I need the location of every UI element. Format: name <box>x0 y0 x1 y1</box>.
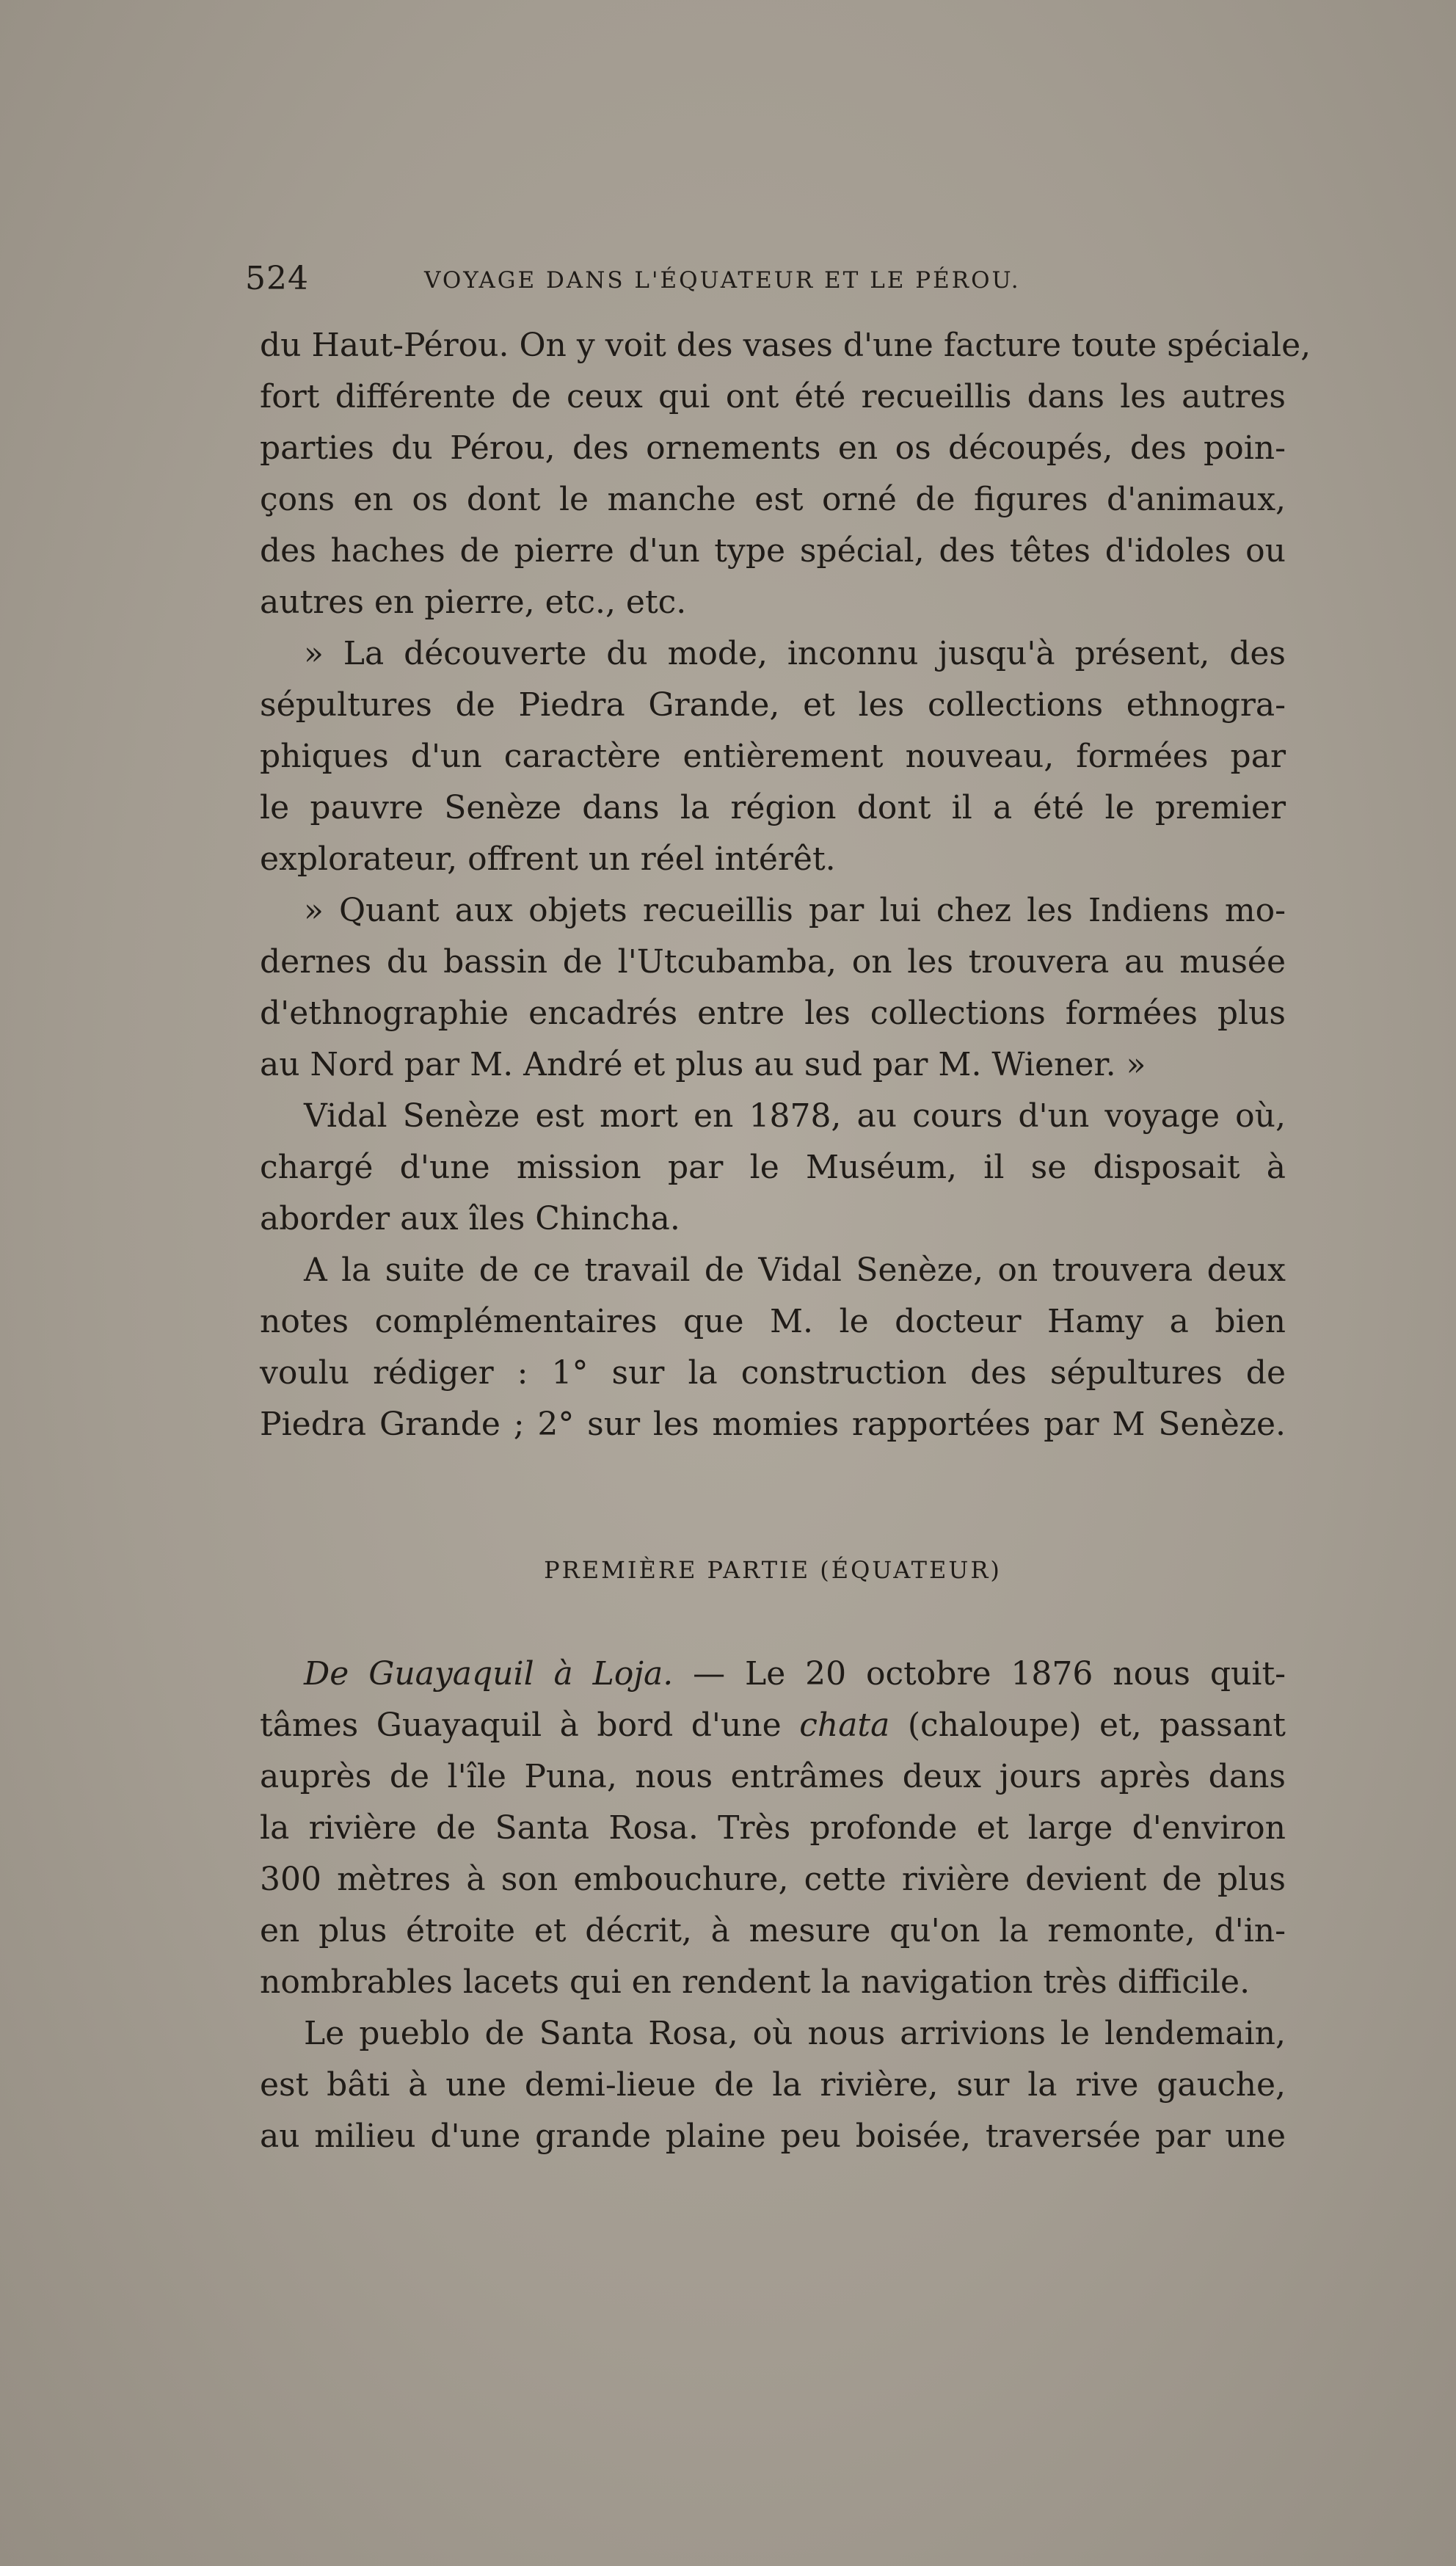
text-line: auprès de l'île Puna, nous entrâmes deux jours après dans <box>260 1758 1286 1795</box>
text-line <box>260 1700 1286 1751</box>
text-line: du Haut-Pérou. On y voit des vases d'une facture toute spéciale, <box>260 327 1311 364</box>
text-line: Piedra Grande ; 2° sur les momies rapportées par M Senèze. <box>260 1406 1286 1443</box>
italic-heading: De Guayaquil à Loja. <box>304 1655 674 1693</box>
text-line: » Quant aux objets recueillis par lui chez les Indiens mo- <box>304 892 1286 929</box>
text-line: Vidal Senèze est mort en 1878, au cours d'un voyage où, <box>304 1097 1286 1135</box>
text-line: le pauvre Senèze dans la région dont il a été le premier <box>260 789 1286 826</box>
text-line: explorateur, offrent un réel intérêt. <box>260 840 836 878</box>
text-line: nombrables lacets qui en rendent la navigation très difficile. <box>260 1963 1251 2001</box>
text-run: — Le 20 octobre 1876 nous quit- <box>673 1655 1286 1693</box>
text-run: (chaloupe) et, passant <box>889 1707 1286 1744</box>
text-line: la rivière de Santa Rosa. Très profonde et large d'environ <box>260 1809 1286 1847</box>
text-line: çons en os dont le manche est orné de figures d'animaux, <box>260 481 1286 518</box>
text-line: fort différente de ceux qui ont été recueillis dans les autres <box>260 378 1286 415</box>
text-line: parties du Pérou, des ornements en os découpés, des poin- <box>260 429 1286 467</box>
text-line: d'ethnographie encadrés entre les collections formées plus <box>260 995 1286 1032</box>
text-line: » La découverte du mode, inconnu jusqu'à présent, des <box>304 635 1286 672</box>
text-line: chargé d'une mission par le Muséum, il se disposait à <box>260 1149 1286 1186</box>
text-line: des haches de pierre d'un type spécial, des têtes d'idoles ou <box>260 532 1286 570</box>
section-heading: PREMIÈRE PARTIE (ÉQUATEUR) <box>544 1556 1002 1584</box>
text-line: 300 mètres à son embouchure, cette rivière devient de plus <box>260 1861 1286 1898</box>
text-line: au milieu d'une grande plaine peu boisée, traversée par une <box>260 2118 1286 2155</box>
text-line <box>260 1649 1286 1700</box>
text-line: notes complémentaires que M. le docteur Hamy a bien <box>260 1303 1286 1340</box>
text-line: autres en pierre, etc., etc. <box>260 584 687 621</box>
running-head <box>245 260 1287 304</box>
running-title: VOYAGE DANS L'ÉQUATEUR ET LE PÉROU. <box>424 267 1021 294</box>
text-line: au Nord par M. André et plus au sud par M. Wiener. » <box>260 1046 1146 1083</box>
text-block-lower <box>260 1649 1286 2162</box>
text-block-upper <box>260 320 1311 1450</box>
text-line: sépultures de Piedra Grande, et les collections ethnogra- <box>260 686 1286 724</box>
text-line: phiques d'un caractère entièrement nouveau, formées par <box>260 738 1286 775</box>
text-line: dernes du bassin de l'Utcubamba, on les trouvera au musée <box>260 943 1286 981</box>
text-line: voulu rédiger : 1° sur la construction des sépultures de <box>260 1354 1286 1392</box>
text-line: en plus étroite et décrit, à mesure qu'on la remonte, d'in- <box>260 1912 1286 1949</box>
text-line: est bâti à une demi-lieue de la rivière, sur la rive gauche, <box>260 2066 1286 2104</box>
page-number: 524 <box>245 260 309 297</box>
text-line: Le pueblo de Santa Rosa, où nous arrivions le lendemain, <box>304 2015 1286 2052</box>
text-line: A la suite de ce travail de Vidal Senèze, on trouvera deux <box>304 1251 1286 1289</box>
text-line: aborder aux îles Chincha. <box>260 1200 680 1237</box>
text-run: tâmes Guayaquil à bord d'une <box>260 1707 800 1744</box>
italic-word: chata <box>799 1707 890 1744</box>
